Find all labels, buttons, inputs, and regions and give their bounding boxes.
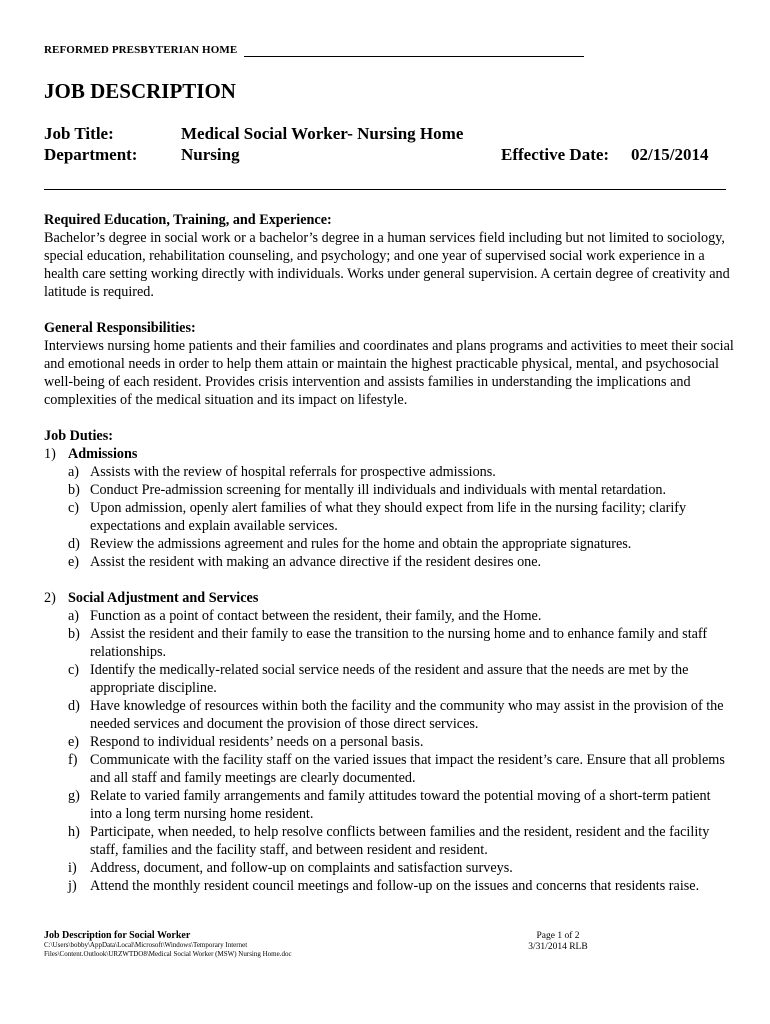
duty-item-text: Communicate with the facility staff on the varied issues that impact the resident’s care. Ensure that all problems and all staff and family meetings are clearly documented. — [90, 752, 725, 786]
duty-item-text: Have knowledge of resources within both the facility and the community who may assist in the provision of the needed services and document the provision of those direct services. — [90, 698, 724, 732]
duty-item — [44, 607, 734, 625]
effective-date-value: 02/15/2014 — [631, 145, 709, 164]
footer-left — [44, 930, 292, 959]
job-duties-heading: Job Duties: — [44, 428, 113, 444]
header-divider — [44, 189, 726, 190]
document-title: JOB DESCRIPTION — [44, 79, 236, 103]
duty-item — [44, 625, 734, 661]
duty-item-text: Identify the medically-related social service needs of the resident and assure that the needs are met by the appropriate discipline. — [90, 662, 689, 696]
duty-item-text: Review the admissions agreement and rules for the home and obtain the appropriate signatures. — [90, 536, 632, 552]
duty-item-marker: c) — [68, 500, 80, 516]
duty-item-marker: b) — [68, 482, 80, 498]
duty-group-title: Social Adjustment and Services — [68, 590, 259, 606]
section-heading: General Responsibilities: — [44, 320, 196, 336]
duty-group — [44, 445, 734, 571]
duty-item-text: Function as a point of contact between the resident, their family, and the Home. — [90, 608, 542, 624]
duty-group — [44, 589, 734, 895]
header-underline — [244, 56, 584, 57]
file-path-line: C:\Users\bobby\AppData\Local\Microsoft\Windows\Temporary Internet — [44, 941, 248, 949]
duty-item — [44, 697, 734, 733]
duty-item — [44, 787, 734, 823]
document-body — [44, 211, 734, 913]
section-paragraph: Bachelor’s degree in social work or a bachelor’s degree in a human services field including but not limited to sociology, special education, rehabilitation counseling, and psychology; and one year of supervised social work experience in a health care setting working directly with individuals. Works under general supervision. A certain degree of creativity and latitude is required. — [44, 230, 730, 300]
duty-item-list — [44, 607, 734, 895]
section-heading: Required Education, Training, and Experience: — [44, 212, 332, 228]
duty-item-list — [44, 463, 734, 571]
duty-item-marker: j) — [68, 878, 77, 894]
job-title-value: Medical Social Worker- Nursing Home — [181, 124, 464, 143]
duty-group-heading — [44, 589, 734, 607]
organization-header: REFORMED PRESBYTERIAN HOME — [44, 44, 238, 56]
footer-right — [516, 931, 600, 953]
duty-item — [44, 823, 734, 859]
section-education — [44, 211, 734, 301]
duty-group-number: 2) — [44, 590, 56, 606]
duty-item — [44, 481, 734, 499]
duty-item — [44, 463, 734, 481]
duty-item-marker: d) — [68, 536, 80, 552]
duty-item-marker: i) — [68, 860, 77, 876]
duty-item-marker: e) — [68, 554, 80, 570]
duty-item — [44, 877, 734, 895]
duty-item — [44, 499, 734, 535]
duty-item-text: Upon admission, openly alert families of what they should expect from life in the nursing facility; clarify expectations and explain available services. — [90, 500, 687, 534]
duty-group-number: 1) — [44, 446, 56, 462]
duty-item-text: Respond to individual residents’ needs on a personal basis. — [90, 734, 424, 750]
duty-item-text: Assist the resident and their family to ease the transition to the nursing home and to enhance family and staff relationships. — [90, 626, 708, 660]
footer-title: Job Description for Social Worker — [44, 930, 191, 941]
duty-item-marker: d) — [68, 698, 80, 714]
department-label: Department: — [44, 145, 138, 164]
job-title-label: Job Title: — [44, 124, 114, 143]
duty-item-marker: a) — [68, 464, 80, 480]
duty-item-marker: f) — [68, 752, 78, 768]
duty-item-text: Address, document, and follow-up on complaints and satisfaction surveys. — [90, 860, 513, 876]
effective-date-label: Effective Date: — [501, 145, 610, 164]
duty-item-text: Relate to varied family arrangements and family attitudes toward the potential moving of a short-term patient into a long term nursing home resident. — [90, 788, 711, 822]
duty-group-title: Admissions — [68, 446, 138, 462]
duty-item-marker: h) — [68, 824, 80, 840]
job-duties-list — [44, 445, 734, 895]
duty-item — [44, 535, 734, 553]
duty-item-marker: g) — [68, 788, 80, 804]
duty-item-text: Conduct Pre-admission screening for mentally ill individuals and individuals with mental retardation. — [90, 482, 667, 498]
section-responsibilities — [44, 319, 734, 409]
duty-item-text: Participate, when needed, to help resolve conflicts between families and the resident, resident and the facility staff, families and the facility staff, and between resident and resident. — [90, 824, 710, 858]
department-value: Nursing — [181, 145, 240, 164]
duty-item — [44, 751, 734, 787]
duty-item-marker: c) — [68, 662, 80, 678]
file-path-line: Files\Content.Outlook\URZWTDO8\Medical Social Worker (MSW) Nursing Home.doc — [44, 950, 292, 958]
duty-item-marker: b) — [68, 626, 80, 642]
duty-item — [44, 859, 734, 877]
section-paragraph: Interviews nursing home patients and their families and coordinates and plans programs and activities to meet their social and emotional needs in order to help them attain or maintain the highest practicable physical, mental, and psychosocial well-being of each resident. Provides crisis intervention and assists families in understanding the implications and complexities of the medical situation and its impact on lifestyle. — [44, 338, 734, 408]
duty-item — [44, 553, 734, 571]
duty-item-marker: a) — [68, 608, 80, 624]
duty-group-heading — [44, 445, 734, 463]
duty-item-text: Attend the monthly resident council meetings and follow-up on the issues and concerns that residents raise. — [90, 878, 700, 894]
footer-date-initials: 3/31/2014 RLB — [528, 942, 588, 952]
duty-item — [44, 661, 734, 697]
duty-item-text: Assists with the review of hospital referrals for prospective admissions. — [90, 464, 496, 480]
duty-item-text: Assist the resident with making an advance directive if the resident desires one. — [90, 554, 542, 570]
duty-item — [44, 733, 734, 751]
duty-item-marker: e) — [68, 734, 80, 750]
page-number: Page 1 of 2 — [536, 931, 580, 941]
